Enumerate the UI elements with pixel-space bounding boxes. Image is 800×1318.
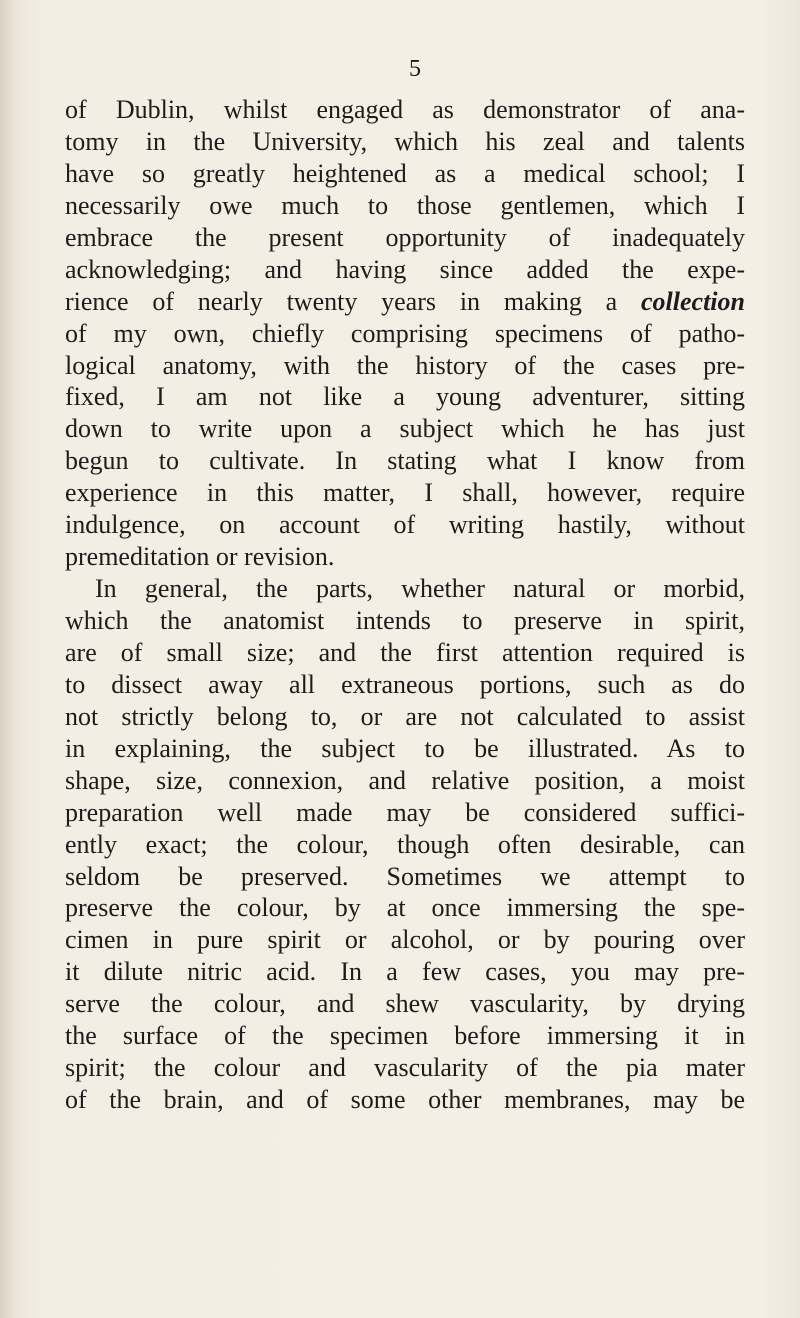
text-line: of my own, chiefly comprising specimens of patho-	[65, 318, 745, 348]
text-line: serve the colour, and shew vascularity, by drying	[65, 989, 745, 1019]
text-line: it dilute nitric acid. In a few cases, you may pre-	[65, 957, 745, 987]
text-line: the surface of the specimen before immersing it in	[65, 1021, 745, 1051]
text-segment: rience of nearly twenty years in making a	[65, 286, 642, 316]
text-line: shape, size, connexion, and relative position, a moist	[65, 765, 745, 795]
italic-emphasis: collection	[641, 286, 745, 316]
body-text	[65, 94, 745, 1116]
text-line: seldom be preserved. Sometimes we attempt to	[65, 861, 745, 891]
text-line: fixed, I am not like a young adventurer, sitting	[65, 382, 745, 412]
text-line: In general, the parts, whether natural or morbid,	[95, 574, 745, 604]
text-line: cimen in pure spirit or alcohol, or by pouring over	[65, 925, 745, 955]
text-line: down to write upon a subject which he has just	[65, 414, 745, 444]
text-line: premeditation or revision.	[65, 542, 335, 572]
text-line: logical anatomy, with the history of the cases pre-	[65, 350, 745, 380]
text-line: are of small size; and the first attention required is	[65, 637, 745, 667]
text-line: have so greatly heightened as a medical school; I	[65, 158, 745, 188]
text-line: experience in this matter, I shall, however, require	[65, 478, 745, 508]
text-line: spirit; the colour and vascularity of the pia mater	[65, 1053, 745, 1083]
text-line: in explaining, the subject to be illustrated. As to	[65, 733, 745, 763]
text-line: preserve the colour, by at once immersing the spe-	[65, 893, 745, 923]
text-line: which the anatomist intends to preserve in spirit,	[65, 606, 745, 635]
text-line: embrace the present opportunity of inadequately	[65, 222, 745, 252]
text-line: not strictly belong to, or are not calculated to assist	[65, 701, 745, 731]
text-line: of the brain, and of some other membranes, may be	[65, 1085, 745, 1115]
text-line: acknowledging; and having since added the expe-	[65, 254, 745, 284]
text-line: preparation well made may be considered suffici-	[65, 797, 745, 827]
page-number: 5	[409, 56, 421, 82]
text-line: necessarily owe much to those gentlemen, which I	[65, 190, 745, 220]
text-line: begun to cultivate. In stating what I know from	[65, 446, 745, 476]
text-line: to dissect away all extraneous portions, such as do	[65, 669, 745, 699]
text-line: ently exact; the colour, though often desirable, can	[65, 829, 745, 859]
text-line: of Dublin, whilst engaged as demonstrator of ana-	[65, 95, 745, 124]
text-line: tomy in the University, which his zeal and talents	[65, 126, 745, 156]
text-line	[65, 286, 745, 318]
text-line: indulgence, on account of writing hastily, without	[65, 510, 745, 540]
